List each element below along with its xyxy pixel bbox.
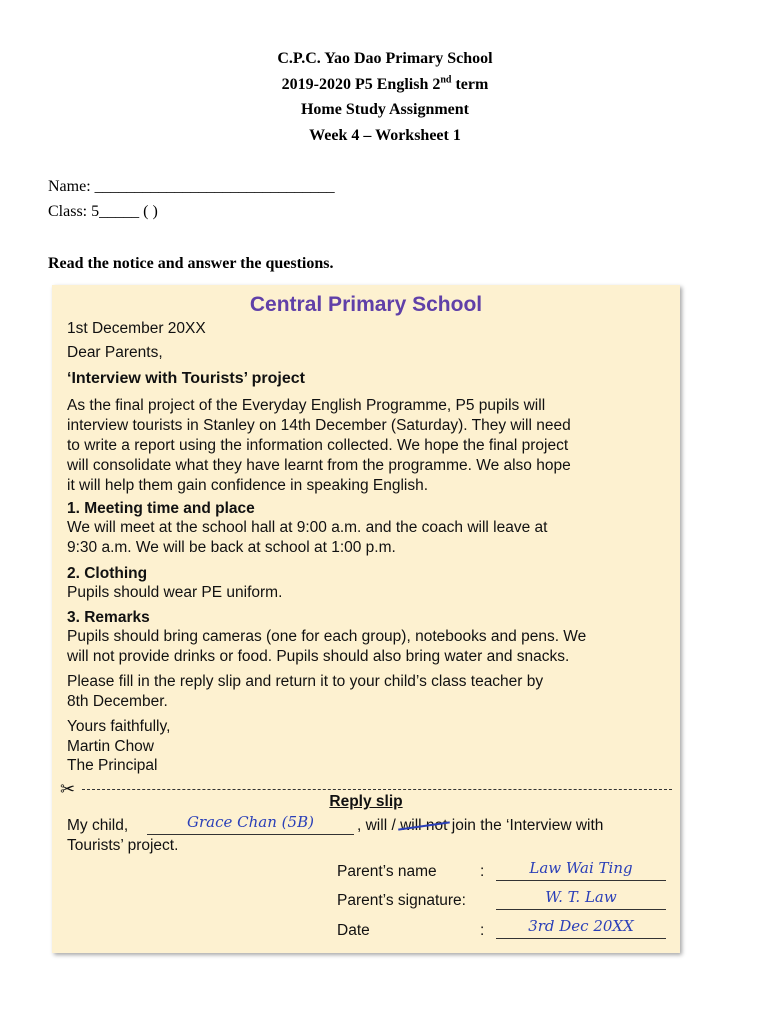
section-line: We will meet at the school hall at 9:00 a.m. and the coach will leave at [67,519,548,536]
reply-request-line: Please fill in the reply slip and return it to your child’s class teacher by [67,673,544,690]
section-heading-clothing: 2. Clothing [67,565,148,582]
section-line: 9:30 a.m. We will be back at school at 1:00 p.m. [67,539,396,556]
section-line: Pupils should wear PE uniform. [67,584,283,601]
will-choice[interactable]: , will / will not join the ‘Interview with [357,817,604,834]
notice-greeting: Dear Parents, [67,344,163,361]
scissors-icon: ✂ [60,779,76,799]
intro-line: will consolidate what they have learnt from the programme. We also hope [67,457,571,474]
intro-line: As the final project of the Everyday English Programme, P5 pupils will [67,397,546,414]
name-field[interactable]: Name: ______________________________ [48,178,335,195]
section-heading-remarks: 3. Remarks [67,609,150,626]
class-field[interactable]: Class: 5_____ ( ) [48,203,158,220]
reply-request-line: 8th December. [67,693,168,710]
parent-name-label: Parent’s name [337,863,437,880]
colon: : [480,863,485,880]
child-name-field[interactable] [147,814,354,835]
reply-slip-title: Reply slip [329,793,403,810]
notice-card [52,285,680,953]
closing-line: Yours faithfully, [67,718,171,735]
closing-title: The Principal [67,757,158,774]
intro-line: to write a report using the information collected. We hope the final project [67,437,569,454]
week-title: Week 4 – Worksheet 1 [309,126,461,144]
child-name-handwriting: Grace Chan (5B) [187,813,314,831]
date-field[interactable] [496,918,666,939]
section-heading-meeting: 1. Meeting time and place [67,500,255,517]
section-line: will not provide drinks or food. Pupils should also bring water and snacks. [67,648,570,665]
project-text: Tourists’ project. [67,837,179,854]
will-not-struck: will not [400,817,448,834]
intro-line: interview tourists in Stanley on 14th December (Saturday). They will need [67,417,571,434]
worksheet-header [0,46,770,148]
term-line: 2019-2020 P5 English 2nd term [281,74,489,93]
notice-school-name: Central Primary School [249,293,483,316]
date-handwriting: 3rd Dec 20XX [528,917,634,935]
my-child-label: My child, [67,817,129,834]
project-title: ‘Interview with Tourists’ project [67,370,305,387]
assignment-title: Home Study Assignment [300,101,470,118]
intro-line: it will help them gain confidence in speaking English. [67,477,429,494]
parent-name-field[interactable] [496,860,666,881]
notice-date: 1st December 20XX [67,320,206,337]
date-label: Date [337,922,370,939]
section-line: Pupils should bring cameras (one for each group), notebooks and pens. We [67,628,587,645]
colon: : [480,922,485,939]
school-title: C.P.C. Yao Dao Primary School [277,50,493,67]
closing-name: Martin Chow [67,738,154,755]
dashed-divider [82,789,672,790]
signature-field[interactable] [496,889,666,910]
instruction: Read the notice and answer the questions. [48,255,334,272]
signature-handwriting: W. T. Law [545,888,617,906]
signature-label: Parent’s signature: [337,892,466,909]
parent-name-handwriting: Law Wai Ting [529,859,633,877]
